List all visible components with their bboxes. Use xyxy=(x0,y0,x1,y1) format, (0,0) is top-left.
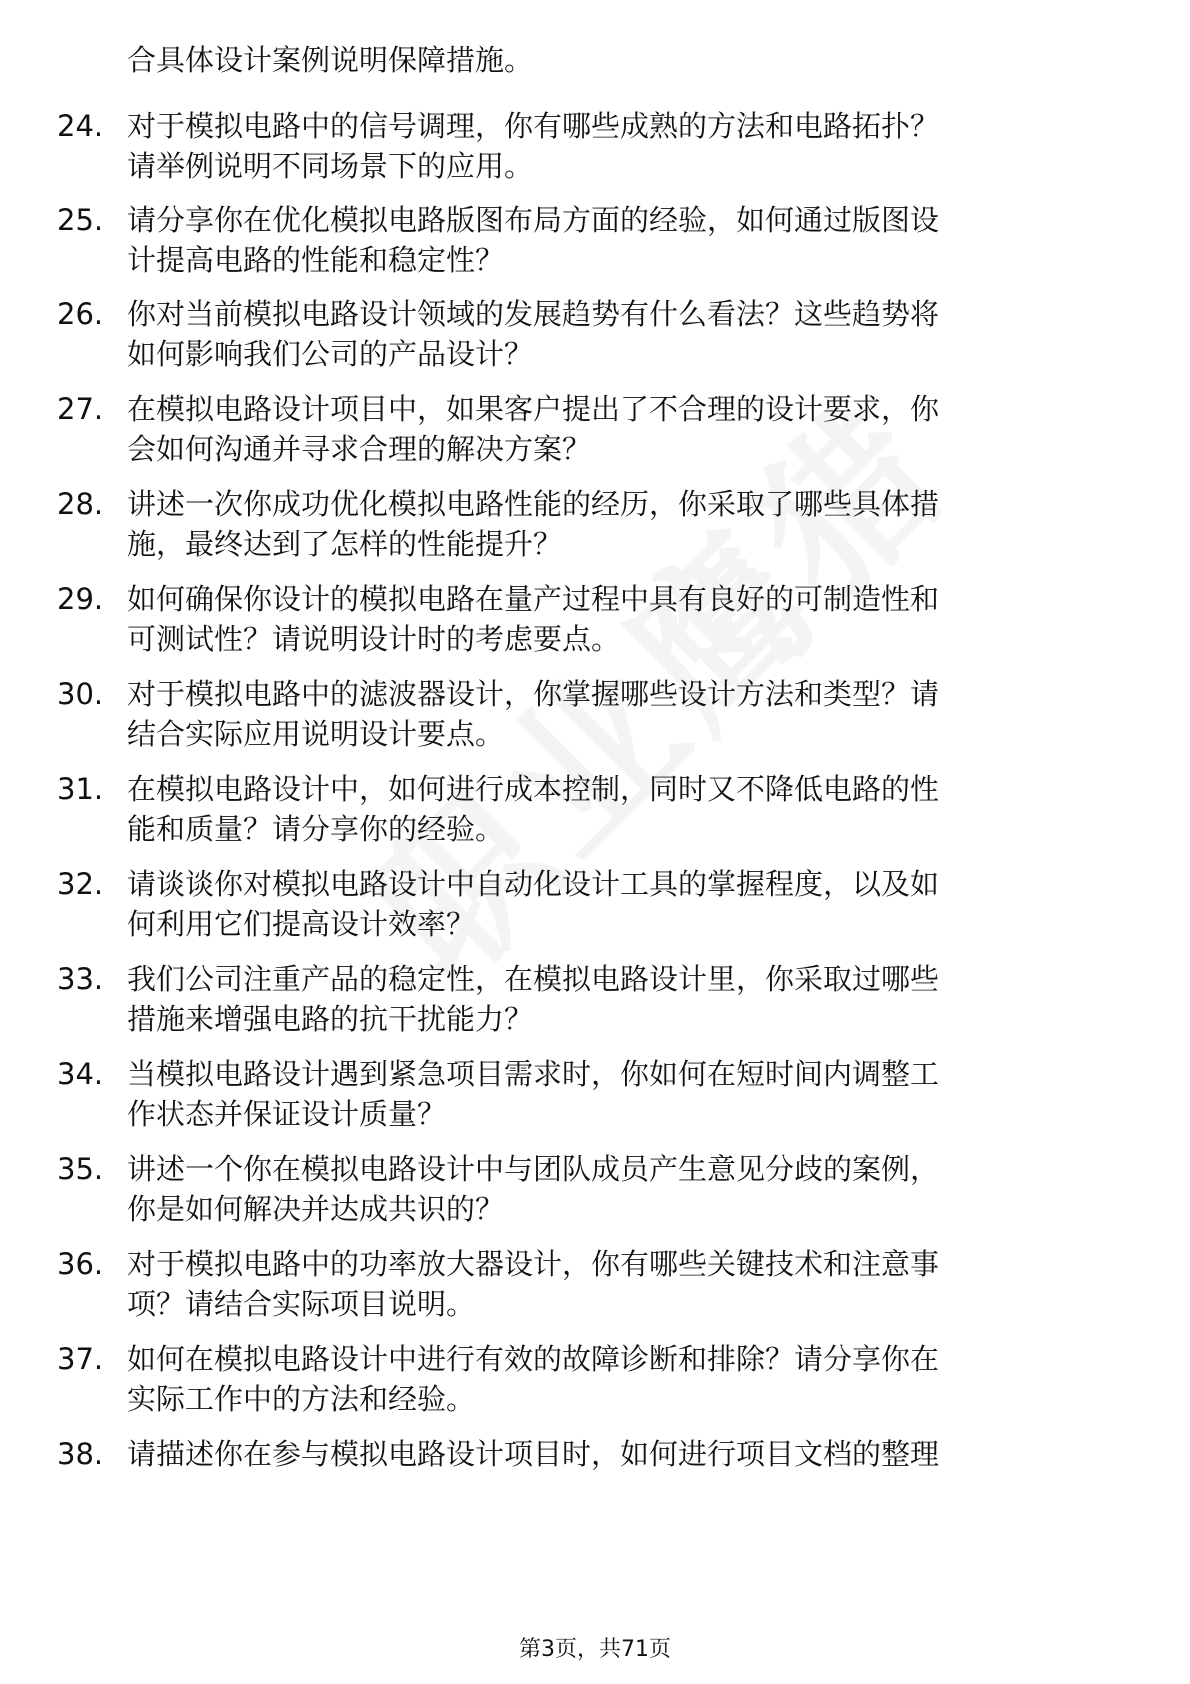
item-text-line: 在模拟电路设计中，如何进行成本控制，同时又不降低电路的性 xyxy=(127,772,940,806)
item-text xyxy=(127,389,1117,469)
item-number: 38. xyxy=(57,1437,104,1471)
item-text-line: 你是如何解决并达成共识的？ xyxy=(127,1192,505,1226)
item-text-line: 请描述你在参与模拟电路设计项目时，如何进行项目文档的整理 xyxy=(127,1437,940,1471)
item-text xyxy=(127,200,1117,280)
item-text xyxy=(127,1339,1117,1419)
item-text-line: 措施来增强电路的抗干扰能力？ xyxy=(127,1002,534,1036)
item-text-line: 施，最终达到了怎样的性能提升？ xyxy=(127,527,563,561)
item-number: 33. xyxy=(57,962,104,996)
item-text-line: 作状态并保证设计质量？ xyxy=(127,1097,447,1131)
item-text-line: 项？请结合实际项目说明。 xyxy=(127,1287,476,1321)
item-text xyxy=(127,1244,1117,1324)
item-text-line: 会如何沟通并寻求合理的解决方案？ xyxy=(127,432,592,466)
item-number: 32. xyxy=(57,867,104,901)
item-text xyxy=(127,674,1117,754)
item-number: 27. xyxy=(57,392,104,426)
item-text-line: 结合实际应用说明设计要点。 xyxy=(127,717,505,751)
item-text-line: 如何影响我们公司的产品设计？ xyxy=(127,337,534,371)
item-number: 35. xyxy=(57,1152,104,1186)
item-text-line: 实际工作中的方法和经验。 xyxy=(127,1382,476,1416)
item-text-line: 对于模拟电路中的功率放大器设计，你有哪些关键技术和注意事 xyxy=(127,1247,940,1281)
item-text-line: 请分享你在优化模拟电路版图布局方面的经验，如何通过版图设 xyxy=(127,203,940,237)
item-text-line: 讲述一个你在模拟电路设计中与团队成员产生意见分歧的案例， xyxy=(127,1152,940,1186)
item-number: 37. xyxy=(57,1342,104,1376)
item-text xyxy=(127,579,1117,659)
item-text-line: 计提高电路的性能和稳定性？ xyxy=(127,243,505,277)
item-text xyxy=(127,1054,1117,1134)
item-text-line: 能和质量？请分享你的经验。 xyxy=(127,812,505,846)
item-number: 30. xyxy=(57,677,104,711)
item-number: 31. xyxy=(57,772,104,806)
item-text-line: 对于模拟电路中的滤波器设计，你掌握哪些设计方法和类型？请 xyxy=(127,677,940,711)
item-number: 25. xyxy=(57,203,104,237)
item-text-line: 讲述一次你成功优化模拟电路性能的经历，你采取了哪些具体措 xyxy=(127,487,940,521)
item-text xyxy=(127,959,1117,1039)
item-number: 26. xyxy=(57,297,104,331)
item-number: 36. xyxy=(57,1247,104,1281)
page-footer: 第3页，共71页 xyxy=(519,1637,671,1662)
item-text-line: 如何确保你设计的模拟电路在量产过程中具有良好的可制造性和 xyxy=(127,582,940,616)
item-text-line: 对于模拟电路中的信号调理，你有哪些成熟的方法和电路拓扑？ xyxy=(127,109,940,143)
item-text-line: 在模拟电路设计项目中，如果客户提出了不合理的设计要求，你 xyxy=(127,392,940,426)
item-text xyxy=(127,769,1117,849)
item-text xyxy=(127,1434,1117,1474)
item-text-line: 我们公司注重产品的稳定性，在模拟电路设计里，你采取过哪些 xyxy=(127,962,940,996)
item-text-line: 可测试性？请说明设计时的考虑要点。 xyxy=(127,622,621,656)
item-number: 29. xyxy=(57,582,104,616)
item-number: 24. xyxy=(57,109,104,143)
item-text xyxy=(127,484,1117,564)
item-text xyxy=(127,106,1117,186)
item-text xyxy=(127,864,1117,944)
item-text-line: 你对当前模拟电路设计领域的发展趋势有什么看法？这些趋势将 xyxy=(127,297,940,331)
item-text-line: 请谈谈你对模拟电路设计中自动化设计工具的掌握程度，以及如 xyxy=(127,867,940,901)
item-text xyxy=(127,294,1117,374)
item-number: 34. xyxy=(57,1057,104,1091)
item-text-line: 何利用它们提高设计效率？ xyxy=(127,907,476,941)
continuation-line: 合具体设计案例说明保障措施。 xyxy=(127,43,534,77)
item-text-line: 请举例说明不同场景下的应用。 xyxy=(127,149,534,183)
item-number: 28. xyxy=(57,487,104,521)
item-text xyxy=(127,1149,1117,1229)
item-text-line: 如何在模拟电路设计中进行有效的故障诊断和排除？请分享你在 xyxy=(127,1342,940,1376)
item-text-line: 当模拟电路设计遇到紧急项目需求时，你如何在短时间内调整工 xyxy=(127,1057,940,1091)
